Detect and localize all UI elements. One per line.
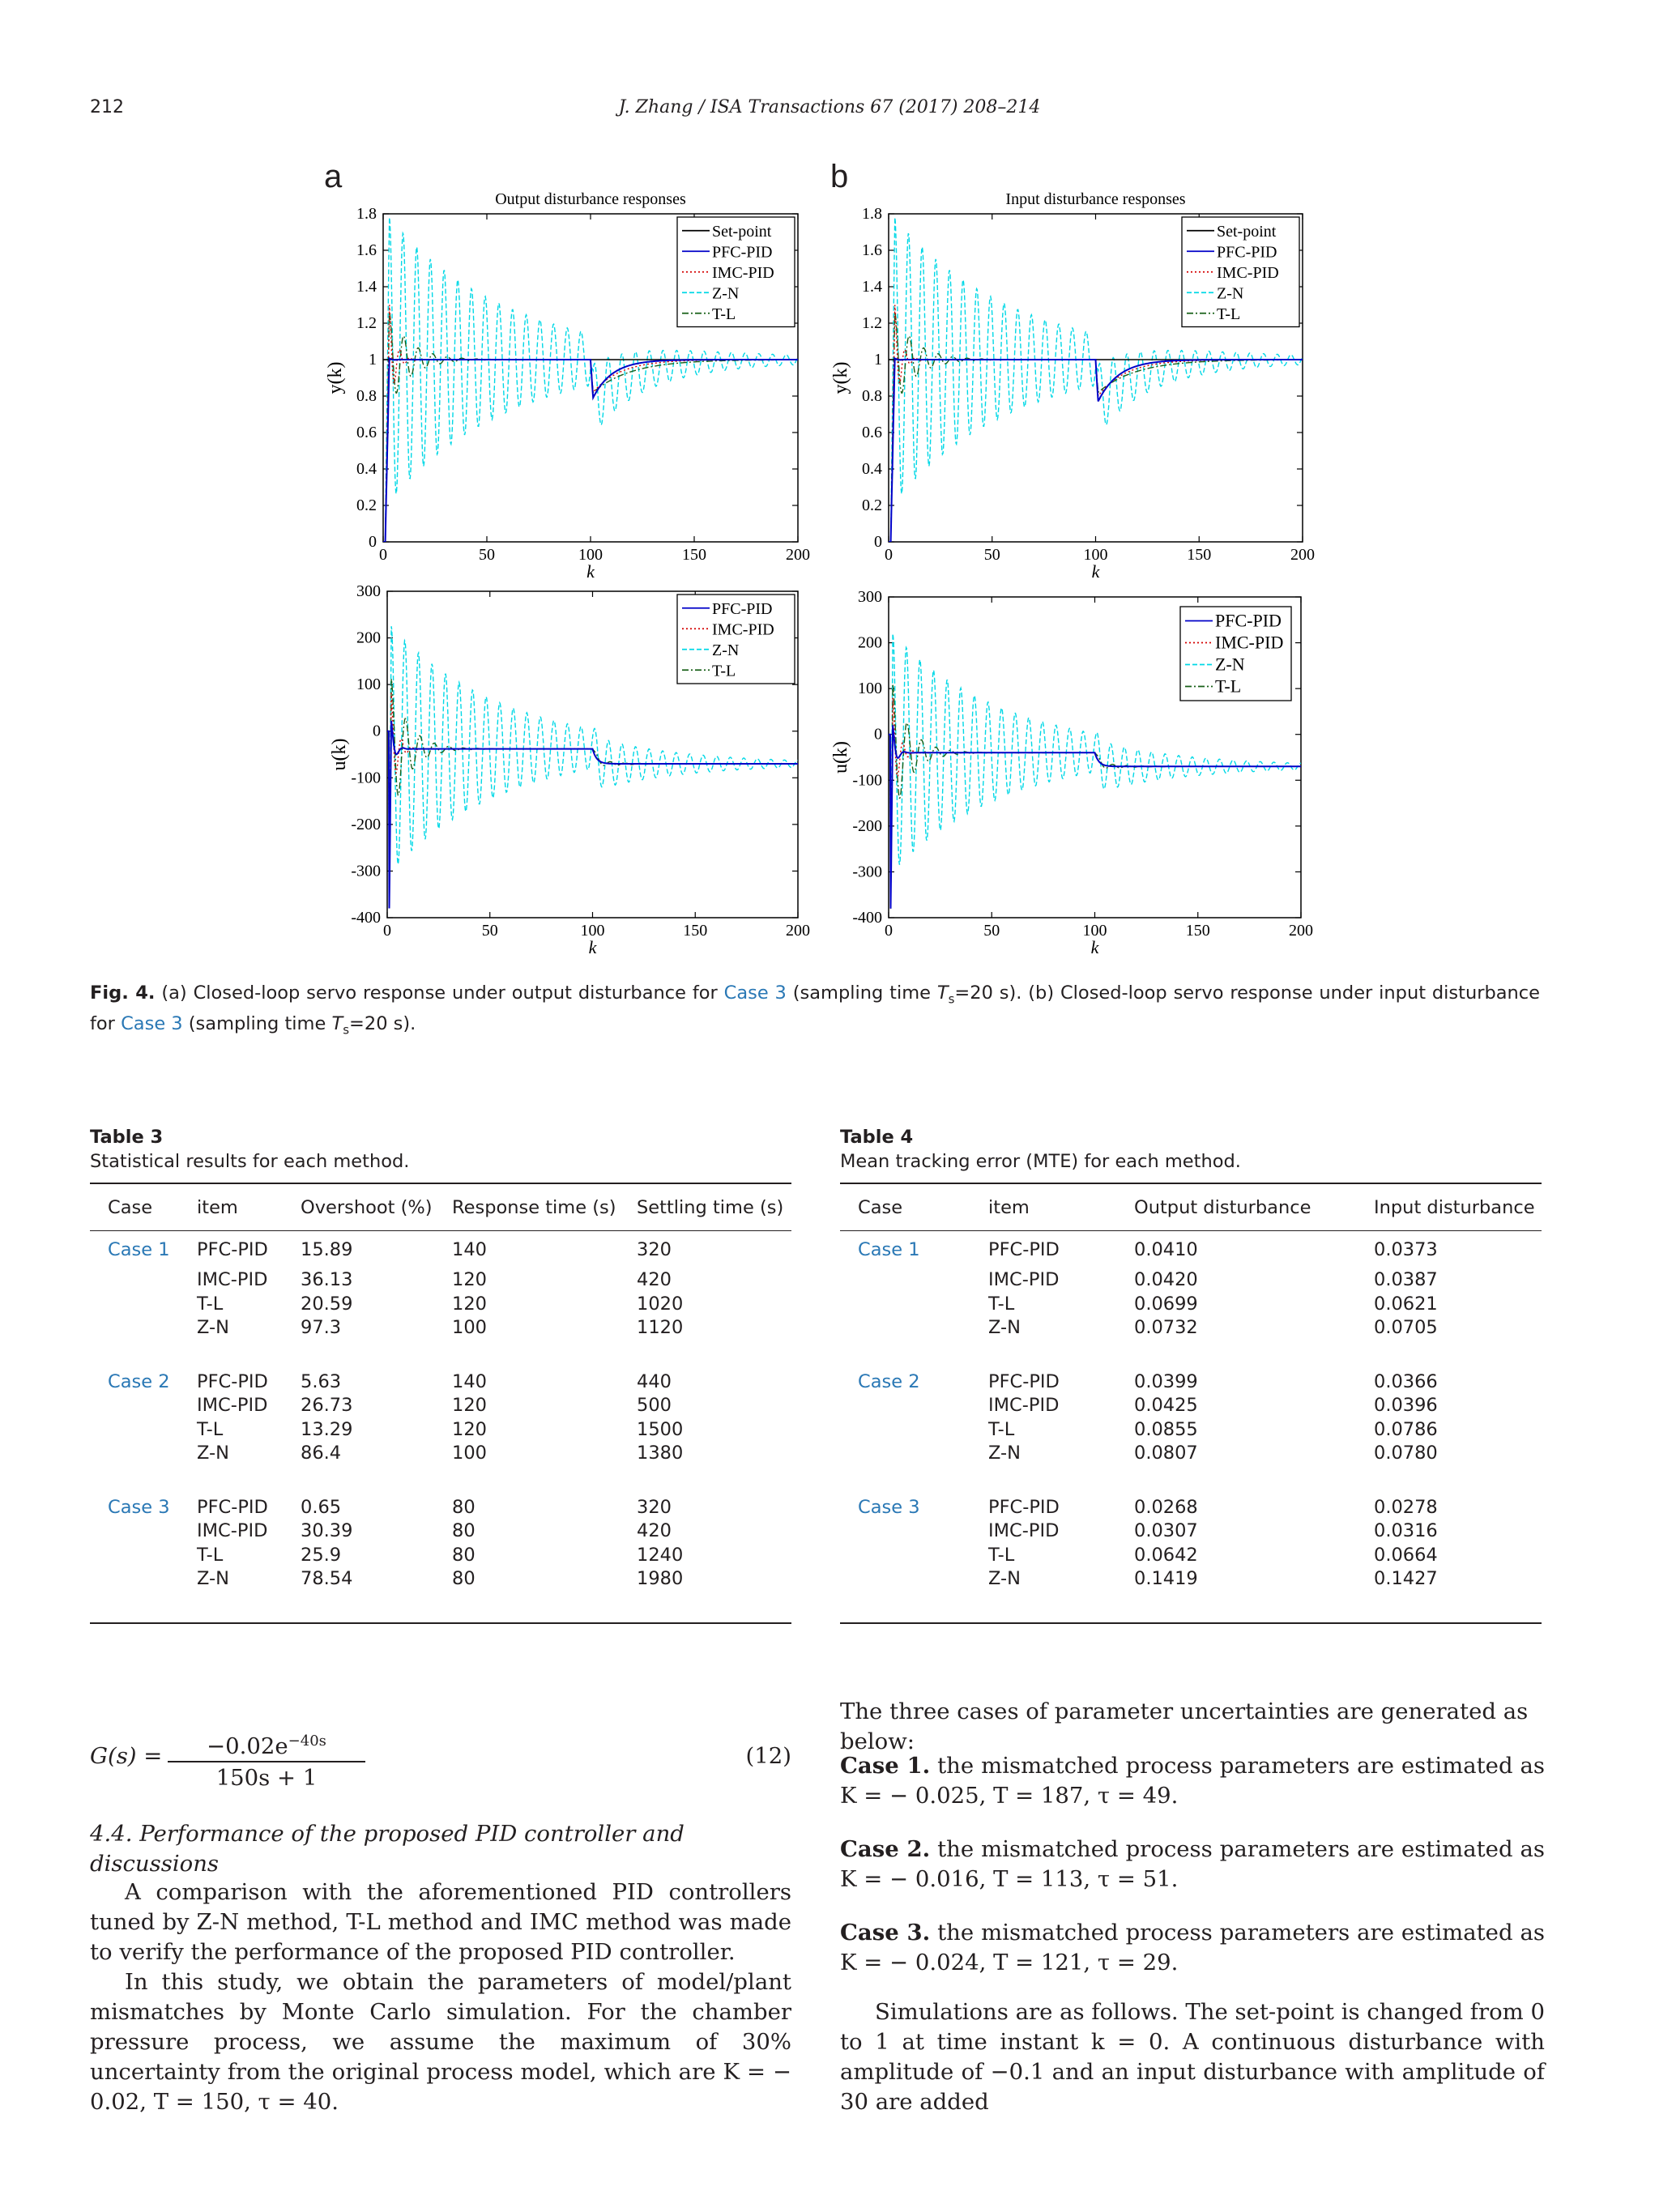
table4-cell: 0.0807: [1134, 1443, 1198, 1464]
table4-row: [840, 1495, 1542, 1519]
x-tick-label: 50: [481, 922, 498, 940]
x-tick-label: 200: [1290, 546, 1315, 564]
y-tick-label: 200: [858, 633, 882, 652]
legend: [677, 595, 795, 684]
table4-cell: 0.0366: [1374, 1370, 1438, 1392]
legend-label: T-L: [712, 662, 736, 680]
table3-spacer: [90, 1465, 791, 1495]
table4-spacer: [840, 1340, 1542, 1370]
y-tick-label: 100: [356, 676, 381, 694]
table4-cell: 0.0855: [1134, 1418, 1198, 1440]
x-tick-label: 200: [1289, 922, 1313, 940]
table4-cell: Z-N: [988, 1568, 1021, 1590]
table4-row: [840, 1370, 1542, 1394]
x-tick-label: 0: [885, 922, 893, 940]
y-tick-label: -300: [351, 862, 381, 880]
x-tick-label: 100: [1083, 546, 1108, 564]
table4-header-row: [840, 1185, 1542, 1231]
table3-row: [90, 1316, 791, 1340]
legend-label: Z-N: [712, 641, 740, 659]
y-tick-label: 0.8: [862, 387, 882, 405]
table3-cell: Z-N: [197, 1568, 229, 1590]
caption-link-case3-b[interactable]: Case 3: [121, 1012, 183, 1034]
table4-cell: 0.0307: [1134, 1520, 1198, 1542]
table3-cell: 36.13: [301, 1269, 353, 1291]
panel-label-a: a: [324, 159, 343, 194]
table3-cell: T-L: [197, 1418, 224, 1440]
y-axis-label: u(k): [329, 738, 350, 771]
table3-cell: 440: [637, 1370, 672, 1392]
legend: [1182, 217, 1299, 327]
case1-paragraph: Case 1. the mismatched process parameters are estimated as K = − 0.025, T = 187, τ = 49.: [840, 1753, 1546, 1809]
table3-cell: 13.29: [301, 1418, 353, 1440]
legend-label: IMC-PID: [1217, 263, 1279, 282]
table3-cell: 80: [452, 1496, 476, 1518]
x-tick-label: 150: [682, 546, 706, 564]
table4-cell: 0.1427: [1374, 1568, 1438, 1590]
table4-cell: PFC-PID: [988, 1496, 1060, 1518]
x-tick-label: 50: [983, 546, 1000, 564]
y-tick-label: 0.4: [356, 460, 377, 478]
panel-label-b: b: [830, 159, 849, 194]
legend: [677, 217, 795, 327]
table4-spacer: [840, 1465, 1542, 1495]
x-tick-label: 100: [578, 546, 603, 564]
equation-number: (12): [745, 1743, 791, 1769]
table4-cell: 0.0425: [1134, 1395, 1198, 1417]
x-tick-label: 0: [885, 546, 893, 564]
table4-cell: 0.0399: [1134, 1370, 1198, 1392]
table3-row: [90, 1495, 791, 1519]
table4-cell: 0.0316: [1374, 1520, 1438, 1542]
table3-cell: 1500: [637, 1418, 684, 1440]
table3-row: [90, 1519, 791, 1544]
caption-text-5: =20 s).: [349, 1012, 416, 1034]
table4-cell: 0.0664: [1374, 1544, 1438, 1566]
table4-label: Table 4: [840, 1127, 914, 1148]
y-tick-label: 1.4: [356, 278, 377, 296]
x-tick-label: 50: [479, 546, 495, 564]
table3-cell: 420: [637, 1520, 672, 1542]
table3-cell: PFC-PID: [197, 1238, 268, 1260]
table4-case-empty: [858, 1316, 988, 1340]
left-para-2: In this study, we obtain the parameters of model/plant mismatches by Monte Carlo simulation. For the chamber pressure process, we assume the maximum of 30% uncertainty from the original process model, which are K = − 0.02, T = 150, τ = 40.: [90, 1969, 791, 2115]
table3-row: [90, 1231, 791, 1268]
x-tick-label: 100: [1082, 922, 1107, 940]
table3-cell: 78.54: [301, 1568, 353, 1590]
legend-label: Z-N: [1217, 284, 1244, 303]
table3-cell: 80: [452, 1568, 476, 1590]
table3-spacer: [90, 1340, 791, 1370]
table3-cell: PFC-PID: [197, 1370, 268, 1392]
y-tick-label: 0.2: [862, 497, 882, 514]
case2-paragraph: Case 2. the mismatched process parameters are estimated as K = − 0.016, T = 113, τ = 51.: [840, 1836, 1546, 1892]
table3-cell: T-L: [197, 1293, 224, 1315]
table3-col-overshoot: Overshoot (%): [301, 1197, 433, 1218]
table3-label: Table 3: [90, 1127, 164, 1148]
y-tick-label: 1.6: [862, 241, 882, 259]
table3-cell: 320: [637, 1496, 672, 1518]
caption-ts-2: T: [331, 1012, 343, 1034]
caption-ts: T: [936, 982, 949, 1004]
table4-cell: PFC-PID: [988, 1238, 1060, 1260]
table4-cell: 0.0780: [1374, 1443, 1438, 1464]
table3-cell: 25.9: [301, 1544, 342, 1566]
table4-cell: 0.0410: [1134, 1238, 1198, 1260]
caption-text-4: (sampling time: [182, 1012, 332, 1034]
legend-label: IMC-PID: [1215, 632, 1284, 653]
table3-cell: Z-N: [197, 1317, 229, 1339]
left-para-1: A comparison with the aforementioned PID controllers tuned by Z-N method, T-L method and IMC method was made to verify the performance of the proposed PID controller.: [90, 1879, 791, 1965]
table4-cell: T-L: [988, 1418, 1015, 1440]
table4-cell: T-L: [988, 1293, 1015, 1315]
table4-case-empty: [858, 1567, 988, 1592]
case3-paragraph: Case 3. the mismatched process parameters are estimated as K = − 0.024, T = 121, τ = 29.: [840, 1920, 1546, 1975]
x-tick-label: 200: [786, 922, 810, 940]
y-tick-label: 0.8: [356, 387, 377, 405]
table4-cell: 0.0705: [1374, 1317, 1438, 1339]
table3-cell: 1380: [637, 1443, 684, 1464]
caption-link-case3[interactable]: Case 3: [723, 982, 787, 1004]
right-intro: The three cases of parameter uncertainties are generated as below:: [840, 1698, 1529, 1754]
caption-ts-sub: s: [948, 991, 955, 1007]
y-tick-label: 0.6: [862, 424, 882, 441]
y-tick-label: 0: [874, 533, 882, 551]
table4-cell: T-L: [988, 1544, 1015, 1566]
table3-row: [90, 1567, 791, 1592]
chart-b-bottom: [830, 588, 1313, 957]
table3-cell: 100: [452, 1317, 487, 1339]
chart-b-top: [830, 190, 1315, 582]
y-tick-label: 0: [874, 725, 882, 744]
equation-lhs: G(s) =: [90, 1743, 163, 1769]
table4-case-empty: [858, 1268, 988, 1293]
equation-12: [90, 1727, 791, 1792]
table3-row: [90, 1268, 791, 1293]
x-tick-label: 100: [580, 922, 605, 940]
legend-label: T-L: [1215, 676, 1242, 697]
legend-label: T-L: [1217, 305, 1241, 323]
table3-case-empty: [108, 1442, 197, 1466]
legend-label: Set-point: [1217, 222, 1277, 241]
table4-row: [840, 1567, 1542, 1592]
table3-case-empty: [108, 1519, 197, 1544]
table3-col-settling: Settling time (s): [637, 1197, 784, 1218]
table4-cell: 0.0732: [1134, 1317, 1198, 1339]
table3-case-empty: [108, 1417, 197, 1442]
legend-label: PFC-PID: [712, 243, 773, 262]
table4-header: [840, 1125, 1241, 1174]
y-tick-label: 1: [369, 351, 377, 369]
table3-cell: 1120: [637, 1317, 684, 1339]
right-para: Simulations are as follows. The set-point is changed from 0 to 1 at time instant k = 0. A continuous disturbance with amplitude of −0.1 and an input disturbance with amplitude of 30 are added: [840, 1999, 1545, 2115]
y-tick-label: 1.6: [356, 241, 377, 259]
y-tick-label: 1.4: [862, 278, 882, 296]
section-heading: 4.4. Performance of the proposed PID controller and discussions: [90, 1821, 684, 1877]
caption-text-3: =20 s). (b) Closed-loop servo response under input disturbance for: [90, 982, 1541, 1034]
x-axis-label: k: [1090, 937, 1099, 957]
table4-row: [840, 1543, 1542, 1567]
table3-cell: 320: [637, 1238, 672, 1260]
table3-row: [90, 1292, 791, 1316]
chart-title: Input disturbance responses: [1005, 190, 1186, 208]
caption-text-1: (a) Closed-loop servo response under output disturbance for: [161, 982, 724, 1004]
legend-label: Set-point: [712, 222, 772, 241]
table4-case-link[interactable]: Case 3: [858, 1496, 920, 1518]
table3-cell: 20.59: [301, 1293, 353, 1315]
table4-cell: 0.0699: [1134, 1293, 1198, 1315]
table3-cell: 86.4: [301, 1443, 342, 1464]
table4-cell: 0.0387: [1374, 1269, 1438, 1291]
y-tick-label: 0: [373, 722, 381, 740]
x-tick-label: 0: [383, 922, 391, 940]
table3-cell: IMC-PID: [197, 1269, 268, 1291]
x-tick-label: 150: [1185, 922, 1210, 940]
table3-case-link[interactable]: Case 3: [108, 1496, 170, 1518]
table3-rule-bottom: [90, 1622, 791, 1624]
chart-a-bottom: [329, 582, 810, 957]
legend-label: Z-N: [1215, 654, 1245, 675]
table3-cell: 120: [452, 1293, 487, 1315]
table4-row: [840, 1316, 1542, 1340]
table4-col-input: Input disturbance: [1374, 1197, 1535, 1218]
y-tick-label: -100: [852, 771, 882, 790]
table3-case-empty: [108, 1543, 197, 1567]
equation-numerator: $-0.02e^{-40s}$: [168, 1727, 365, 1762]
table4-case-empty: [858, 1292, 988, 1316]
table4-row: [840, 1231, 1542, 1268]
table4-row: [840, 1417, 1542, 1442]
table3-cell: 80: [452, 1544, 476, 1566]
equation-fraction: [168, 1727, 365, 1793]
table4-cell: 0.1419: [1134, 1568, 1198, 1590]
table3-row: [90, 1370, 791, 1394]
table3-rule-top: [90, 1183, 791, 1184]
table3-cell: IMC-PID: [197, 1395, 268, 1417]
table4-case-link[interactable]: Case 1: [858, 1238, 920, 1260]
x-tick-label: 150: [1187, 546, 1212, 564]
table3-cell: 1020: [637, 1293, 684, 1315]
table3-case-link[interactable]: Case 2: [108, 1370, 170, 1392]
table4-case-link[interactable]: Case 2: [858, 1370, 920, 1392]
y-tick-label: 1.8: [356, 205, 377, 223]
y-tick-label: 1: [874, 351, 882, 369]
table3-cell: 120: [452, 1269, 487, 1291]
table4-col-case: Case: [858, 1197, 903, 1218]
table4-cell: 0.0621: [1374, 1293, 1438, 1315]
x-tick-label: 50: [983, 922, 1000, 940]
table4-cell: Z-N: [988, 1317, 1021, 1339]
table3-cell: 1980: [637, 1568, 684, 1590]
table3-case-link[interactable]: Case 1: [108, 1238, 170, 1260]
y-tick-label: -300: [852, 863, 882, 881]
table4: [840, 1185, 1542, 1591]
caption-text-2: (sampling time: [786, 982, 937, 1004]
legend-label: PFC-PID: [1215, 610, 1282, 631]
table4-row: [840, 1292, 1542, 1316]
figure-4: [0, 0, 1659, 972]
y-axis-label: u(k): [830, 741, 851, 774]
table4-cell: 0.0373: [1374, 1238, 1438, 1260]
table3-cell: 0.65: [301, 1496, 342, 1518]
legend-label: T-L: [712, 305, 736, 323]
legend-label: PFC-PID: [1217, 243, 1277, 262]
table3-cell: 140: [452, 1238, 487, 1260]
running-header: J. Zhang / ISA Transactions 67 (2017) 208–214: [618, 97, 1041, 117]
table3-cell: IMC-PID: [197, 1520, 268, 1542]
table3-col-response: Response time (s): [452, 1197, 616, 1218]
table3-cell: 26.73: [301, 1395, 353, 1417]
table3-header: [90, 1125, 409, 1174]
x-axis-label: k: [588, 937, 597, 957]
table4-cell: 0.0278: [1374, 1496, 1438, 1518]
y-tick-label: 0.2: [356, 497, 377, 514]
table4-row: [840, 1442, 1542, 1466]
table3-cell: 420: [637, 1269, 672, 1291]
equation-denominator: 150s + 1: [215, 1765, 318, 1792]
figure-caption: [90, 981, 1540, 1042]
table3-title: Statistical results for each method.: [90, 1151, 410, 1172]
table3: [90, 1185, 791, 1591]
case3-label: Case 3.: [840, 1920, 931, 1946]
y-tick-label: -100: [351, 769, 381, 787]
y-tick-label: -400: [852, 909, 882, 927]
table3-cell: 500: [637, 1395, 672, 1417]
y-tick-label: 200: [356, 629, 381, 647]
chart-a-top: [325, 190, 810, 582]
table3-cell: 140: [452, 1370, 487, 1392]
y-tick-label: 300: [356, 582, 381, 600]
x-axis-label: k: [586, 561, 595, 582]
table3-cell: 120: [452, 1395, 487, 1417]
table3-row: [90, 1417, 791, 1442]
y-tick-label: 1.2: [862, 314, 882, 332]
table4-cell: 0.0420: [1134, 1269, 1198, 1291]
legend-label: Z-N: [712, 284, 740, 303]
table4-col-output: Output disturbance: [1134, 1197, 1311, 1218]
table4-cell: IMC-PID: [988, 1269, 1060, 1291]
caption-ts-sub-2: s: [343, 1022, 350, 1037]
y-tick-label: 100: [858, 680, 882, 698]
legend-label: IMC-PID: [712, 620, 774, 639]
table4-cell: PFC-PID: [988, 1370, 1060, 1392]
table4-rule-bottom: [840, 1622, 1542, 1624]
table4-cell: 0.0268: [1134, 1496, 1198, 1518]
table3-cell: T-L: [197, 1544, 224, 1566]
legend: [1180, 607, 1291, 701]
table3-case-empty: [108, 1268, 197, 1293]
x-axis-label: k: [1091, 561, 1100, 582]
x-tick-label: 150: [683, 922, 708, 940]
y-tick-label: 300: [858, 588, 882, 606]
legend-label: IMC-PID: [712, 263, 774, 282]
page-number: 212: [90, 97, 124, 117]
table3-cell: 80: [452, 1520, 476, 1542]
y-tick-label: 1.8: [862, 205, 882, 223]
table4-row: [840, 1394, 1542, 1418]
table4-case-empty: [858, 1394, 988, 1418]
table4-cell: Z-N: [988, 1443, 1021, 1464]
table4-row: [840, 1519, 1542, 1544]
table3-cell: Z-N: [197, 1443, 229, 1464]
case1-label: Case 1.: [840, 1753, 931, 1779]
table4-cell: 0.0786: [1374, 1418, 1438, 1440]
case2-label: Case 2.: [840, 1836, 931, 1862]
y-tick-label: -400: [351, 909, 381, 927]
x-tick-label: 200: [786, 546, 810, 564]
table4-cell: IMC-PID: [988, 1520, 1060, 1542]
table4-cell: 0.0396: [1374, 1395, 1438, 1417]
legend-label: PFC-PID: [712, 599, 773, 618]
y-tick-label: 0.6: [356, 424, 377, 441]
table3-row: [90, 1442, 791, 1466]
table3-cell: PFC-PID: [197, 1496, 268, 1518]
table4-cell: IMC-PID: [988, 1395, 1060, 1417]
table3-case-empty: [108, 1292, 197, 1316]
table3-col-item: item: [197, 1197, 238, 1218]
table4-row: [840, 1268, 1542, 1293]
table3-cell: 120: [452, 1418, 487, 1440]
table3-row: [90, 1394, 791, 1418]
table3-cell: 1240: [637, 1544, 684, 1566]
table3-header-row: [90, 1185, 791, 1231]
table4-case-empty: [858, 1442, 988, 1466]
caption-label: Fig. 4.: [90, 982, 156, 1004]
table3-cell: 100: [452, 1443, 487, 1464]
y-tick-label: -200: [351, 815, 381, 833]
x-tick-label: 0: [379, 546, 387, 564]
table3-case-empty: [108, 1567, 197, 1592]
table3-cell: 15.89: [301, 1238, 353, 1260]
y-axis-label: y(k): [830, 361, 851, 394]
y-tick-label: 1.2: [356, 314, 377, 332]
y-tick-label: -200: [852, 816, 882, 835]
table4-case-empty: [858, 1417, 988, 1442]
table3-case-empty: [108, 1394, 197, 1418]
table4-case-empty: [858, 1519, 988, 1544]
table4-rule-top: [840, 1183, 1542, 1184]
table4-cell: 0.0642: [1134, 1544, 1198, 1566]
table3-col-case: Case: [108, 1197, 153, 1218]
y-tick-label: 0.4: [862, 460, 882, 478]
y-tick-label: 0: [369, 533, 377, 551]
table3-cell: 97.3: [301, 1317, 342, 1339]
y-axis-label: y(k): [325, 361, 346, 394]
table3-cell: 30.39: [301, 1520, 353, 1542]
table3-cell: 5.63: [301, 1370, 342, 1392]
table3-row: [90, 1543, 791, 1567]
table3-case-empty: [108, 1316, 197, 1340]
table4-col-item: item: [988, 1197, 1030, 1218]
table4-title: Mean tracking error (MTE) for each method.: [840, 1151, 1241, 1172]
table4-case-empty: [858, 1543, 988, 1567]
chart-title: Output disturbance responses: [495, 190, 686, 208]
